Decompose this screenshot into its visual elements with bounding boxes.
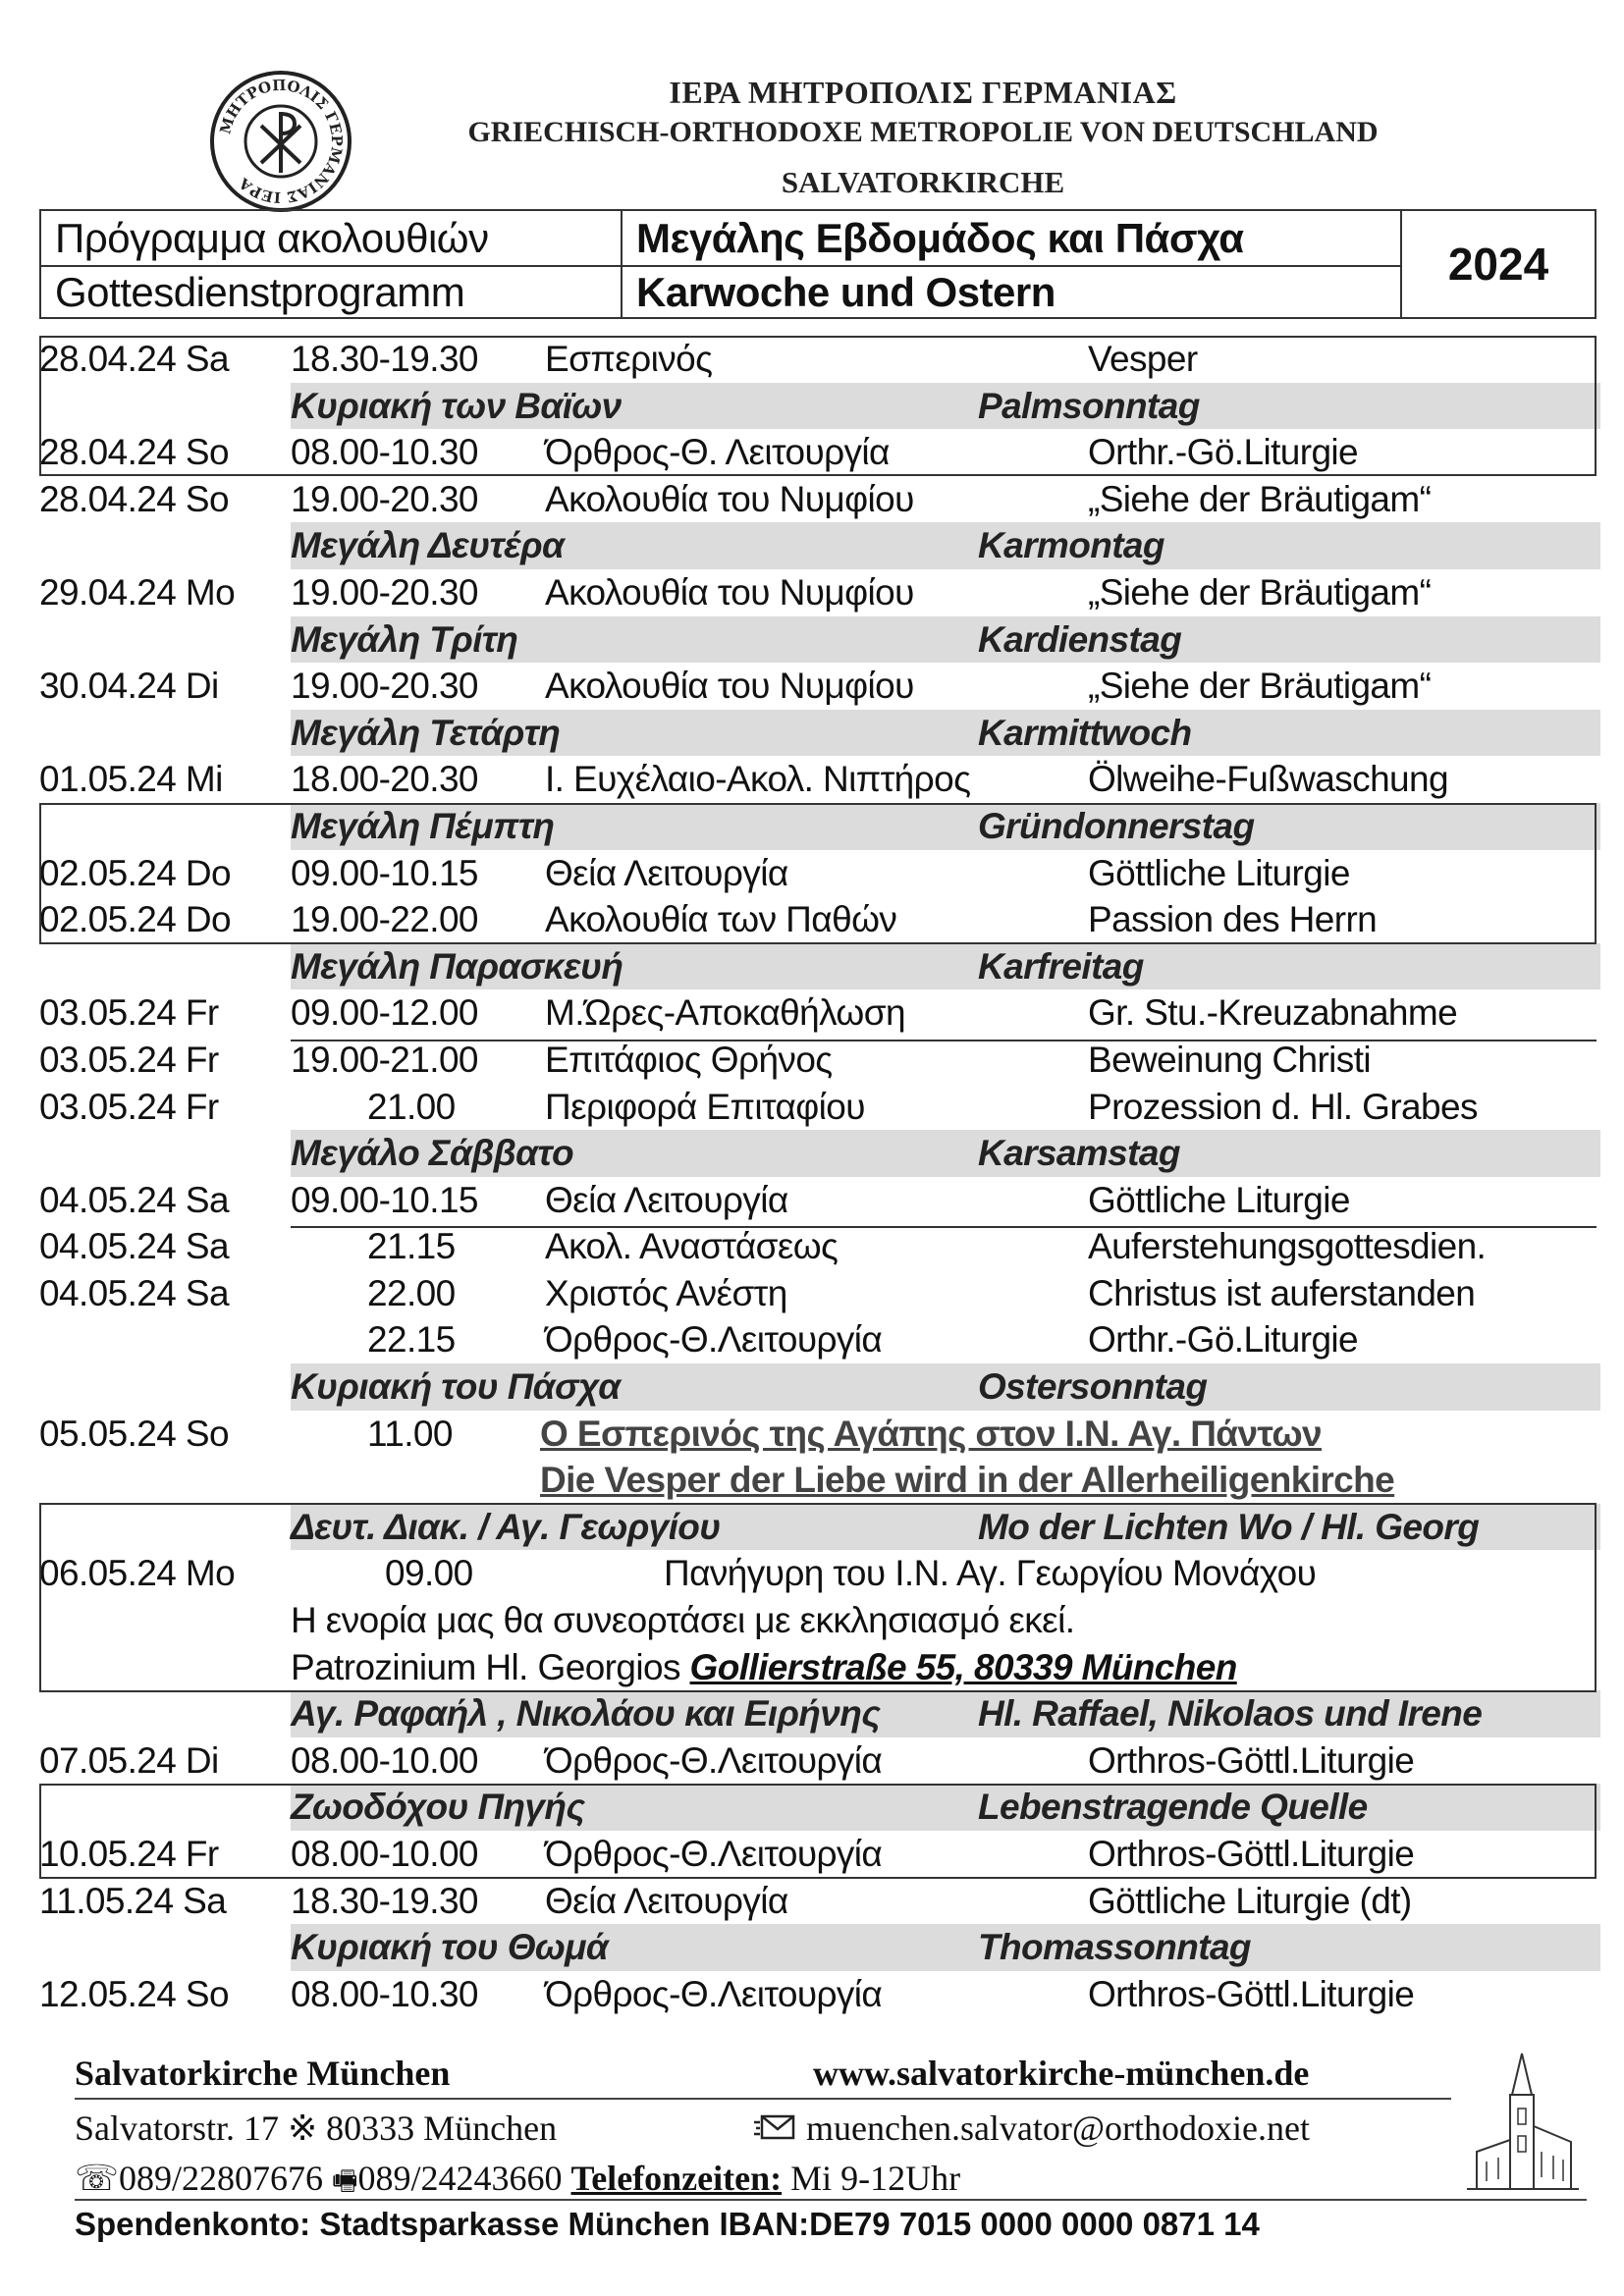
service-date: 07.05.24 Di — [39, 1739, 219, 1781]
service-german: Prozession d. Hl. Grabes — [1088, 1086, 1478, 1127]
service-row — [39, 896, 1600, 943]
title-german-right: Karwoche und Ostern — [636, 268, 1056, 315]
church-title: SALVATORKIRCHE — [781, 165, 1065, 199]
notice-text: Ο Εσπερινός της Αγάπης στον Ι.Ν. Αγ. Πάντων — [540, 1413, 1322, 1454]
feast-german: Karfreitag — [978, 945, 1144, 987]
service-greek: Ακολουθία του Νυμφίου — [545, 478, 914, 519]
service-german: Vesper — [1088, 339, 1198, 379]
feast-german: Karmittwoch — [978, 712, 1192, 753]
service-time: 19.00-22.00 — [291, 899, 478, 940]
service-time: 21.00 — [367, 1086, 456, 1127]
service-date: 05.05.24 So — [39, 1413, 229, 1454]
service-date: 04.05.24 Sa — [39, 1272, 229, 1313]
service-time: 08.00-10.30 — [291, 1973, 478, 2014]
feast-day-row — [291, 616, 1600, 664]
service-row — [39, 336, 1600, 383]
footer-hours: Mi 9-12Uhr — [790, 2159, 961, 2198]
feast-day-row — [291, 803, 1600, 850]
feast-german: Karmontag — [978, 525, 1164, 566]
feast-greek: Μεγάλη Δευτέρα — [291, 525, 565, 566]
service-german: Christus ist auferstanden — [1088, 1272, 1476, 1313]
service-greek: Ακολ. Αναστάσεως — [545, 1226, 839, 1267]
service-row — [39, 1084, 1600, 1131]
service-greek: Ακολουθία των Παθών — [545, 899, 897, 940]
service-date: 29.04.24 Mo — [39, 571, 236, 613]
schedule-list — [39, 336, 1600, 2017]
service-time: 21.15 — [367, 1226, 456, 1267]
footer-phone[interactable]: 089/22807676 — [119, 2159, 324, 2198]
service-date: 28.04.24 So — [39, 478, 229, 519]
title-box — [39, 209, 1597, 319]
service-german: Göttliche Liturgie — [1088, 852, 1350, 893]
fax-icon: 🖷 — [332, 2164, 358, 2197]
service-row — [39, 569, 1600, 616]
feast-german: Kardienstag — [978, 618, 1182, 660]
service-german: Orthros-Göttl.Liturgie — [1088, 1973, 1415, 2014]
service-german: „Siehe der Bräutigam“ — [1088, 571, 1432, 613]
service-greek: Εσπερινός — [545, 339, 713, 379]
service-row — [39, 756, 1600, 803]
service-date: 30.04.24 Di — [39, 666, 219, 707]
feast-german: Palmsonntag — [978, 385, 1200, 426]
feast-german: Mo der Lichten Wo / Hl. Georg — [978, 1506, 1480, 1547]
service-german: Beweinung Christi — [1088, 1039, 1372, 1080]
service-german: Orthros-Göttl.Liturgie — [1088, 1834, 1415, 1874]
service-german: Orthr.-Gö.Liturgie — [1088, 1319, 1359, 1361]
service-time: 08.00-10.30 — [291, 432, 478, 473]
chi-rho-seal-icon — [208, 69, 353, 214]
service-time: 18.30-19.30 — [291, 1880, 478, 1921]
notice-row — [39, 1457, 1600, 1504]
service-date: 28.04.24 Sa — [39, 339, 229, 379]
service-date: 03.05.24 Fr — [39, 992, 219, 1034]
service-row — [39, 1223, 1600, 1270]
service-greek: Όρθρος-Θ. Λειτουργία — [545, 432, 890, 473]
bank-account: Spendenkonto: Stadtsparkasse München IBAN:DE79 7015 0000 0000 0871 14 — [75, 2206, 1260, 2242]
feast-greek: Κυριακή του Πάσχα — [291, 1366, 621, 1408]
service-time: 19.00-20.30 — [291, 478, 478, 519]
special-service-row — [39, 1550, 1600, 1597]
service-date: 01.05.24 Mi — [39, 759, 223, 800]
feast-german: Ostersonntag — [978, 1366, 1208, 1408]
service-row — [39, 1037, 1600, 1084]
info-text: Η ενορία μας θα συνεορτάσει με εκκλησιασμό εκεί. — [291, 1600, 1075, 1641]
service-greek: Ακολουθία του Νυμφίου — [545, 571, 914, 613]
feast-german: Gründonnerstag — [978, 805, 1255, 846]
feast-greek: Μεγάλη Πέμπτη — [291, 805, 555, 846]
feast-greek: Μεγάλη Παρασκευή — [291, 945, 623, 987]
service-greek: Επιτάφιος Θρήνος — [545, 1039, 833, 1080]
service-greek: Όρθρος-Θ.Λειτουργία — [545, 1834, 883, 1874]
service-row — [39, 1177, 1600, 1224]
service-greek: Μ.Ώρες-Αποκαθήλωση — [545, 992, 905, 1034]
footer-address: Salvatorstr. 17 ※ 80333 München — [75, 2109, 558, 2148]
service-greek: Θεία Λειτουργία — [545, 1880, 788, 1921]
phone-icon: ☏ — [75, 2159, 120, 2198]
feast-day-row — [291, 1924, 1600, 1971]
service-date: 28.04.24 So — [39, 432, 229, 473]
service-german: Auferstehungsgottesdien. — [1088, 1226, 1487, 1267]
feast-greek: Μεγάλη Τρίτη — [291, 618, 518, 660]
feast-day-row — [291, 710, 1600, 757]
feast-greek: Δευτ. Διακ. / Αγ. Γεωργίου — [291, 1506, 721, 1547]
feast-german: Karsamstag — [978, 1133, 1180, 1174]
footer-fax: 089/24243660 — [357, 2159, 563, 2198]
service-row — [39, 663, 1600, 710]
feast-german: Thomassonntag — [978, 1927, 1251, 1968]
feast-day-row — [291, 1363, 1600, 1411]
info-text: Patrozinium Hl. Georgios — [291, 1646, 690, 1687]
service-time: 18.30-19.30 — [291, 339, 478, 379]
service-row — [39, 989, 1600, 1037]
service-german: Göttliche Liturgie (dt) — [1088, 1880, 1412, 1921]
feast-day-row — [291, 383, 1600, 430]
service-row — [39, 1270, 1600, 1317]
service-greek: Όρθρος-Θ.Λειτουργία — [545, 1319, 883, 1361]
service-date: 04.05.24 Sa — [39, 1226, 229, 1267]
service-greek: Ακολουθία του Νυμφίου — [545, 666, 914, 707]
service-row — [39, 850, 1600, 897]
service-greek: Περιφορά Επιταφίου — [545, 1086, 865, 1127]
service-date: 02.05.24 Do — [39, 852, 232, 893]
feast-greek: Κυριακή του Θωμά — [291, 1927, 609, 1968]
service-time: 09.00-12.00 — [291, 992, 478, 1034]
feast-day-row — [291, 1130, 1600, 1177]
feast-day-row — [291, 1504, 1600, 1551]
footer-hours-label: Telefonzeiten: — [570, 2159, 783, 2198]
feast-day-row — [291, 522, 1600, 569]
footer-email[interactable]: muenchen.salvator@orthodoxie.net — [806, 2109, 1310, 2148]
feast-day-row — [291, 1690, 1600, 1737]
service-greek: Θεία Λειτουργία — [545, 852, 788, 893]
service-date: 03.05.24 Fr — [39, 1086, 219, 1127]
feast-greek: Μεγάλη Τετάρτη — [291, 712, 561, 753]
service-time: 19.00-20.30 — [291, 666, 478, 707]
service-time: 08.00-10.00 — [291, 1834, 478, 1874]
feast-greek: Μεγάλο Σάββατο — [291, 1133, 573, 1174]
service-time: 22.00 — [367, 1272, 456, 1313]
service-greek: Όρθρος-Θ.Λειτουργία — [545, 1739, 883, 1781]
service-greek: Όρθρος-Θ.Λειτουργία — [545, 1973, 883, 2014]
service-description: Πανήγυρη του Ι.Ν. Αγ. Γεωργίου Μονάχου — [664, 1553, 1317, 1594]
feast-greek: Αγ. Ραφαήλ , Νικολάου και Ειρήνης — [291, 1693, 881, 1735]
service-time: 08.00-10.00 — [291, 1739, 478, 1781]
title-greek-right: Μεγάλης Εβδομάδος και Πάσχα — [636, 214, 1244, 261]
feast-german: Hl. Raffael, Nikolaos und Irene — [978, 1693, 1483, 1735]
footer-church-name: Salvatorkirche München — [75, 2054, 451, 2093]
service-date: 03.05.24 Fr — [39, 1039, 219, 1080]
year: 2024 — [1447, 239, 1549, 290]
feast-day-row — [291, 1784, 1600, 1831]
church-address: Gollierstraße 55, 80339 München — [689, 1646, 1237, 1687]
service-row — [39, 1316, 1600, 1363]
service-date: 10.05.24 Fr — [39, 1834, 219, 1874]
service-time: 11.00 — [367, 1413, 453, 1454]
info-address-line — [291, 1646, 1237, 1689]
service-greek: Χριστός Ανέστη — [545, 1272, 787, 1313]
service-row — [39, 1831, 1600, 1878]
feast-greek: Κυριακή των Βαϊων — [291, 385, 622, 426]
service-german: Ölweihe-Fußwaschung — [1088, 759, 1448, 800]
footer-email-block — [754, 2108, 1310, 2149]
service-row — [39, 476, 1600, 523]
info-line — [39, 1644, 1600, 1691]
service-german: „Siehe der Bräutigam“ — [1088, 478, 1432, 519]
service-german: Orthros-Göttl.Liturgie — [1088, 1739, 1415, 1781]
service-german: Passion des Herrn — [1088, 899, 1378, 940]
notice-text: Die Vesper der Liebe wird in der Allerheiligenkirche — [540, 1460, 1395, 1501]
service-row — [39, 1737, 1600, 1785]
title-greek-left: Πρόγραμμα ακολουθιών — [55, 214, 489, 261]
metropolis-greek-title: ΙΕΡΑ ΜΗΤΡΟΠΟΛΙΣ ΓΕΡΜΑΝΙΑΣ — [669, 75, 1177, 110]
service-time: 19.00-21.00 — [291, 1039, 478, 1080]
service-time: 09.00-10.15 — [291, 852, 478, 893]
service-date: 04.05.24 Sa — [39, 1179, 229, 1220]
service-german: Gr. Stu.-Kreuzabnahme — [1088, 992, 1458, 1034]
service-date: 06.05.24 Mo — [39, 1553, 236, 1594]
footer-website[interactable]: www.salvatorkirche-münchen.de — [813, 2054, 1310, 2093]
service-german: „Siehe der Bräutigam“ — [1088, 666, 1432, 707]
service-row — [39, 1878, 1600, 1925]
notice-row — [39, 1411, 1600, 1458]
info-line — [39, 1597, 1600, 1644]
service-time: 22.15 — [367, 1319, 456, 1361]
service-german: Göttliche Liturgie — [1088, 1179, 1350, 1220]
feast-greek: Ζωοδόχου Πηγής — [291, 1787, 585, 1828]
feast-german: Lebenstragende Quelle — [978, 1787, 1368, 1828]
service-time: 09.00 — [385, 1553, 473, 1594]
service-date: 12.05.24 So — [39, 1973, 229, 2014]
seal-text: ΜΗΤΡΟΠΟΛΙΣ ΓΕΡΜΑΝΙΑΣ ΙΕΡΑ — [216, 76, 347, 207]
feast-day-row — [291, 943, 1600, 990]
service-greek: Ι. Ευχέλαιο-Ακολ. Νιπτήρος — [545, 759, 971, 800]
service-time: 19.00-20.30 — [291, 571, 478, 613]
metropolis-german-title: GRIECHISCH-ORTHODOXE METROPOLIE VON DEUTSCHLAND — [467, 116, 1379, 148]
email-icon — [754, 2112, 797, 2142]
service-date: 02.05.24 Do — [39, 899, 232, 940]
title-german-left: Gottesdienstprogramm — [55, 268, 465, 315]
service-row — [39, 429, 1600, 476]
service-german: Orthr.-Gö.Liturgie — [1088, 432, 1359, 473]
service-time: 09.00-10.15 — [291, 1179, 478, 1220]
service-greek: Θεία Λειτουργία — [545, 1179, 788, 1220]
service-time: 18.00-20.30 — [291, 759, 478, 800]
church-drawing-icon — [1463, 2050, 1581, 2197]
service-row — [39, 1971, 1600, 2018]
service-date: 11.05.24 Sa — [39, 1880, 227, 1921]
